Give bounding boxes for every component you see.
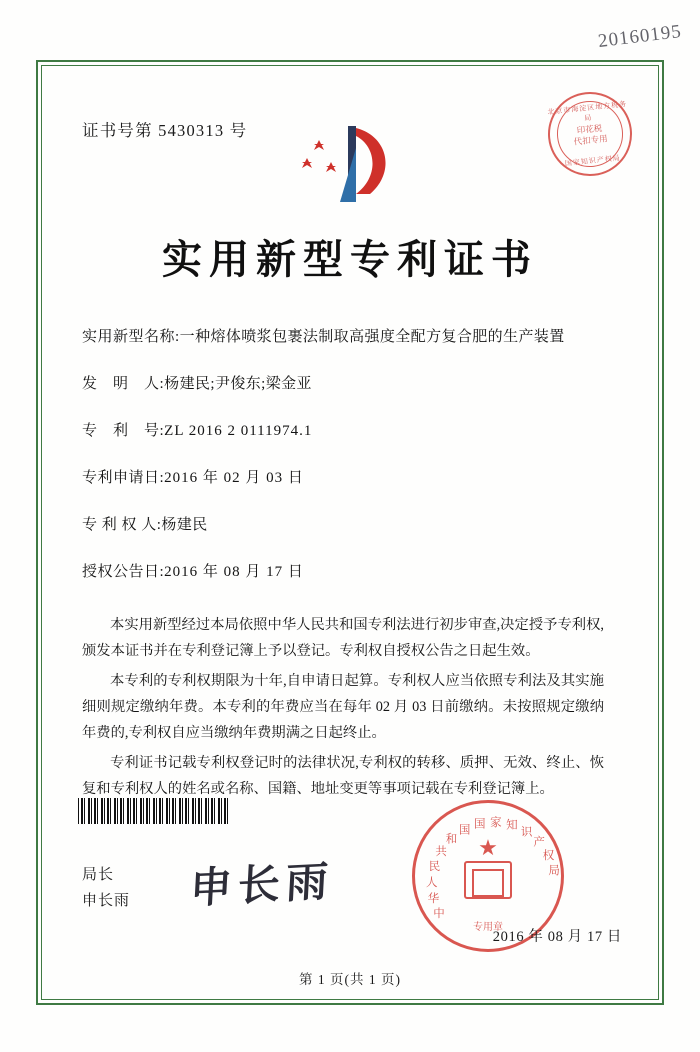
paragraph: 本专利的专利权期限为十年,自申请日起算。专利权人应当依照专利法及其实施细则规定缴纳年费。本专利的年费应当在每年 02 月 03 日前缴纳。未按照规定缴纳年费的,专利权自应当缴纳年费期满之日起终止。: [82, 673, 604, 741]
field-value: 一种熔体喷浆包裹法制取高强度全配方复合肥的生产装置: [179, 329, 565, 345]
barcode: [78, 798, 228, 824]
handwritten-note: 20160195: [596, 20, 683, 53]
page-title: 实用新型专利证书: [162, 237, 538, 282]
tax-seal-arc-bottom: 国家知识产权局: [564, 153, 622, 168]
field-label: 授权公告日:: [82, 564, 165, 580]
field-row: [82, 419, 602, 443]
field-label: 发 明 人:: [82, 376, 165, 392]
director-signature: 申长雨: [188, 859, 335, 913]
field-row: [82, 513, 602, 537]
paragraph: 本实用新型经过本局依照中华人民共和国专利法进行初步审查,决定授予专利权,颁发本证书并在专利登记簿上予以登记。专利权自授权公告之日起生效。: [82, 617, 604, 659]
field-row: [82, 372, 602, 396]
field-label: 专 利 号:: [82, 423, 165, 439]
paragraph: 专利证书记载专利权登记时的法律状况,专利权的转移、质押、无效、终止、恢复和专利权人的姓名或名称、国籍、地址变更等事项记载在专利登记簿上。: [82, 755, 604, 797]
field-label: 专 利 权 人:: [82, 517, 162, 533]
official-seal-ring-text: 中 华 人 民 共 和 国 国 家 知 识 产 权 局: [426, 817, 560, 921]
field-row: [82, 325, 602, 349]
certificate-number: 证书号第 5430313 号: [82, 121, 248, 140]
official-seal-bottom-text: 专用章: [473, 922, 503, 933]
field-label: 专利申请日:: [82, 470, 165, 486]
field-row: [82, 560, 602, 584]
field-value: 杨建民;尹俊东;梁金亚: [164, 376, 312, 392]
field-value: 杨建民: [161, 517, 208, 533]
tax-seal-arc-top: 北京市海淀区地方税务局: [547, 99, 628, 123]
field-value: 2016 年 02 月 03 日: [164, 470, 304, 486]
page-indicator: 第 1 页(共 1 页): [299, 972, 401, 987]
tax-seal-middle: 印花税 代扣专用: [573, 122, 609, 147]
star-icon: ★: [478, 835, 498, 860]
field-row: [82, 466, 602, 490]
field-label: 实用新型名称:: [82, 329, 180, 345]
field-list: [82, 325, 602, 606]
director-label: 局长: [82, 867, 115, 883]
field-value: ZL 2016 2 0111974.1: [164, 423, 313, 439]
cnipa-logo-icon: [296, 110, 406, 210]
legal-text: [82, 612, 604, 806]
field-value: 2016 年 08 月 17 日: [164, 564, 304, 580]
director-block: [82, 862, 130, 914]
director-name: 申长雨: [82, 893, 131, 909]
issue-date: 2016 年 08 月 17 日: [492, 929, 622, 945]
